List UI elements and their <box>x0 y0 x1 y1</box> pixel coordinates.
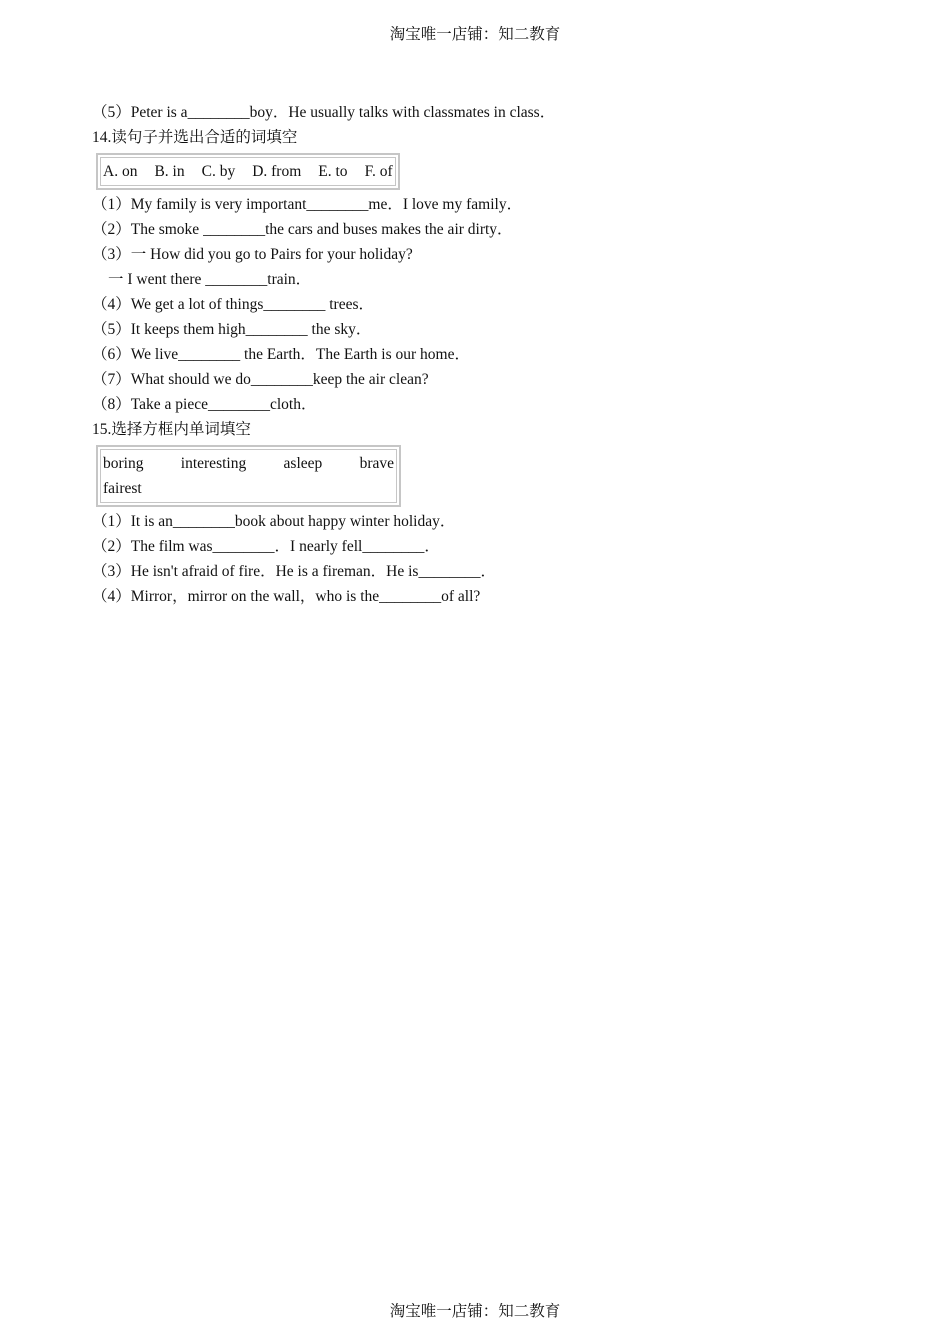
q15-word-fairest: fairest <box>103 480 142 497</box>
q15-title: 15.选择方框内单词填空 <box>92 421 251 438</box>
q15-word-interesting: interesting <box>180 455 247 472</box>
q15-item-4: （4）Mirror，mirror on the wall，who is the________of all? <box>92 588 481 605</box>
q14-title: 14.读句子并选出合适的词填空 <box>92 129 298 146</box>
worksheet-content <box>92 100 872 609</box>
q15-word-boring: boring <box>103 455 144 472</box>
q15-item-2: （2）The film was________．I nearly fell________． <box>92 538 440 555</box>
q14-item-3-answer-line: 一 I went there ________train． <box>108 271 312 288</box>
q14-option-box <box>96 153 400 190</box>
q14-option-a: A. on <box>103 163 138 180</box>
q14-item-4: （4）We get a lot of things________ trees． <box>92 296 375 313</box>
q14-option-f: F. of <box>364 163 393 180</box>
q15-word-asleep: asleep <box>283 455 323 472</box>
q14-option-c: C. by <box>201 163 236 180</box>
q15-item-1: （1）It is an________book about happy winter holiday． <box>92 513 456 530</box>
q14-item-5: （5）It keeps them high________ the sky． <box>92 321 372 338</box>
q13-item-5: （5）Peter is a________boy．He usually talks with classmates in class． <box>92 104 556 121</box>
q14-option-d: D. from <box>252 163 302 180</box>
q14-option-b: B. in <box>154 163 185 180</box>
q14-item-2: （2）The smoke ________the cars and buses makes the air dirty． <box>92 221 513 238</box>
q15-word-box <box>96 445 401 507</box>
q15-word-brave: brave <box>359 455 394 472</box>
page-header: 淘宝唯一店铺：知二教育 <box>389 26 561 43</box>
q14-item-8: （8）Take a piece________cloth． <box>92 396 317 413</box>
q15-item-3: （3）He isn't afraid of fire．He is a fireman．He is________． <box>92 563 496 580</box>
q14-option-e: E. to <box>318 163 348 180</box>
page-footer: 淘宝唯一店铺：知二教育 <box>389 1303 561 1320</box>
q14-item-6: （6）We live________ the Earth．The Earth is our home． <box>92 346 470 363</box>
q14-item-1: （1）My family is very important________me．I love my family． <box>92 196 523 213</box>
q14-item-7: （7）What should we do________keep the air clean? <box>92 371 429 388</box>
q14-item-3: （3）一 How did you go to Pairs for your holiday? <box>92 246 413 263</box>
